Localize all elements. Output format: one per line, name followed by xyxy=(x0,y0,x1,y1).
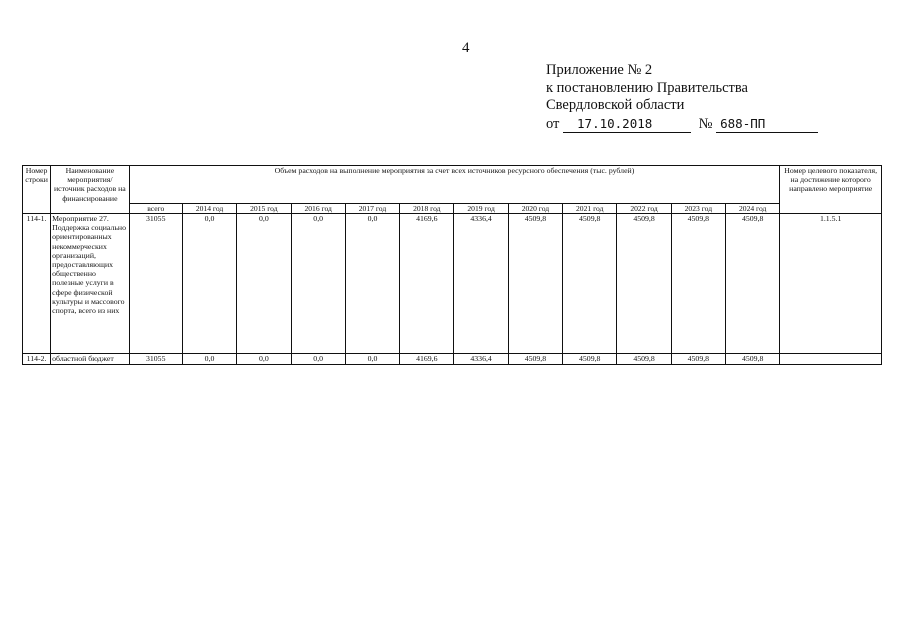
budget-table xyxy=(22,165,882,365)
header-year: 2021 год xyxy=(563,204,617,214)
resolution-date-number xyxy=(546,115,818,134)
row-value: 0,0 xyxy=(237,354,291,365)
row-value: 4509,8 xyxy=(508,214,562,354)
row-value: 0,0 xyxy=(291,214,345,354)
resolution-date: 17.10.2018 xyxy=(563,115,691,134)
row-value: 4336,4 xyxy=(454,214,508,354)
row-target xyxy=(780,354,882,365)
row-target: 1.1.5.1 xyxy=(780,214,882,354)
row-value: 0,0 xyxy=(291,354,345,365)
row-code: 114-1. xyxy=(23,214,51,354)
appendix-title: Приложение № 2 xyxy=(546,62,653,78)
appendix-header xyxy=(546,62,818,133)
row-value: 0,0 xyxy=(345,354,399,365)
row-value: 4509,8 xyxy=(617,214,671,354)
appendix-resolution-ref: к постановлению Правительства xyxy=(546,79,748,96)
row-value: 4336,4 xyxy=(454,354,508,365)
row-value: 4169,6 xyxy=(400,354,454,365)
row-value: 4509,8 xyxy=(726,214,780,354)
page-number: 4 xyxy=(462,40,470,56)
row-value: 4509,8 xyxy=(563,214,617,354)
header-expenses: Объем расходов на выполнение мероприятия за счет всех источников ресурсного обеспечения (тыс. рублей) xyxy=(129,166,780,204)
row-value: 4509,8 xyxy=(671,214,725,354)
row-total: 31055 xyxy=(129,354,182,365)
row-code: 114-2. xyxy=(23,354,51,365)
resolution-number: 688-ПП xyxy=(716,115,818,134)
table-row xyxy=(23,214,882,354)
row-value: 0,0 xyxy=(345,214,399,354)
row-name: областной бюджет xyxy=(51,354,129,365)
row-value: 4509,8 xyxy=(617,354,671,365)
header-year: 2018 год xyxy=(400,204,454,214)
row-value: 4509,8 xyxy=(508,354,562,365)
appendix-region: Свердловской области xyxy=(546,97,685,113)
row-value: 0,0 xyxy=(182,354,236,365)
table-row xyxy=(23,354,882,365)
header-year: 2020 год xyxy=(508,204,562,214)
header-year: 2023 год xyxy=(671,204,725,214)
number-prefix: № xyxy=(698,115,713,132)
row-value: 0,0 xyxy=(237,214,291,354)
header-year: 2022 год xyxy=(617,204,671,214)
row-value: 4509,8 xyxy=(726,354,780,365)
row-value: 4169,6 xyxy=(400,214,454,354)
row-value: 0,0 xyxy=(182,214,236,354)
row-total: 31055 xyxy=(129,214,182,354)
header-target-indicator: Номер целевого показателя, на достижение которого направлено мероприятие xyxy=(780,166,882,214)
header-year: 2017 год xyxy=(345,204,399,214)
row-name: Мероприятие 27. Поддержка социально ориентированных некоммерческих организаций, предоставляющих общественно полезные услуги в сфере физической культуры и массового спорта, всего из них xyxy=(51,214,129,354)
date-prefix: от xyxy=(546,115,560,132)
header-year: 2019 год xyxy=(454,204,508,214)
header-year: 2015 год xyxy=(237,204,291,214)
row-value: 4509,8 xyxy=(563,354,617,365)
header-name: Наименование мероприятия/ источник расходов на финансирование xyxy=(51,166,129,214)
header-year: 2014 год xyxy=(182,204,236,214)
header-year: 2024 год xyxy=(726,204,780,214)
header-year: 2016 год xyxy=(291,204,345,214)
header-total: всего xyxy=(129,204,182,214)
header-row-number: Номер строки xyxy=(23,166,51,214)
row-value: 4509,8 xyxy=(671,354,725,365)
